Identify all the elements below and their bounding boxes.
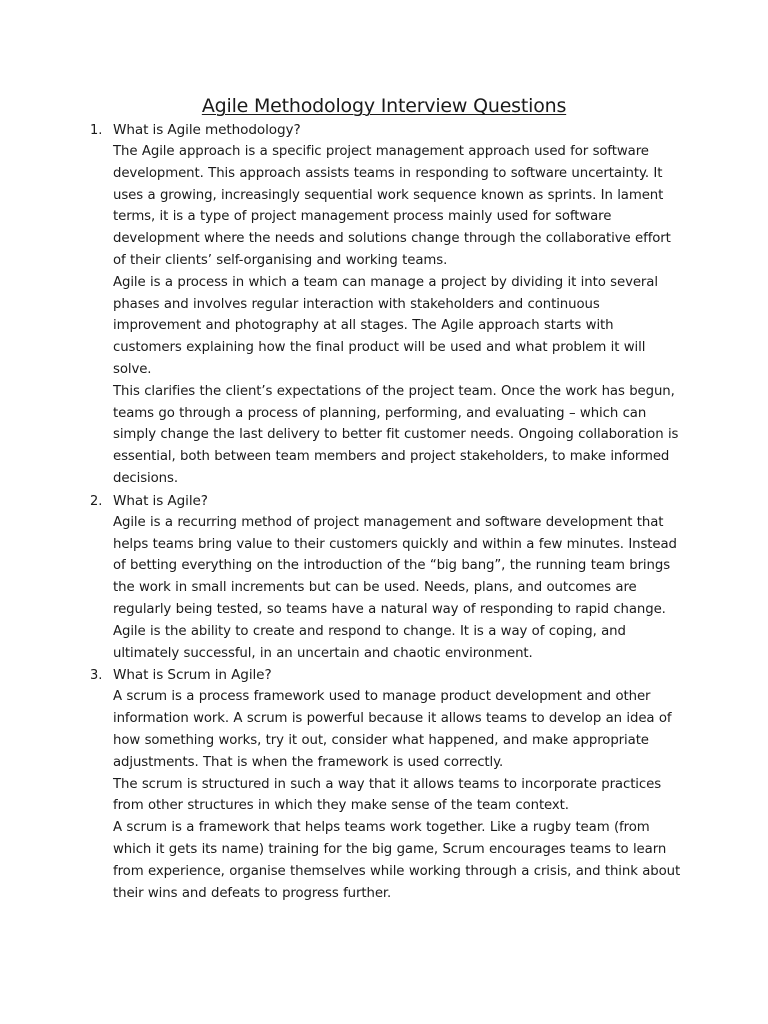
answer-paragraph: Agile is a process in which a team can manage a project by dividing it into several phases and involves regular interaction with stakeholders and continuous improvement and photography at all stages. The Agile approach starts with customers explaining how the final product will be used and what problem it will solve. [113, 274, 658, 377]
question-number: 3. [90, 668, 103, 684]
question-item-1 [90, 119, 683, 490]
question-number: 1. [90, 123, 103, 138]
answer-paragraph: A scrum is a framework that helps teams work together. Like a rugby team (from which it gets its name) training for the big game, Scrum encourages teams to learn from experience, organise themselves while working through a crisis, and think about their wins and defeats to progress further. [113, 820, 681, 901]
answer-paragraph: Agile is a recurring method of project management and software development that helps teams bring value to their customers quickly and within a few minutes. Instead of betting everything on the introduction of the “big bang”, the running team brings the work in small increments but can be used. Needs, plans, and outcomes are regularly being tested, so teams have a natural way of responding to rapid change. [113, 514, 677, 617]
question-heading: What is Agile methodology? [113, 122, 301, 138]
question-number: 2. [90, 493, 103, 509]
question-item-3 [90, 664, 683, 904]
question-list [90, 119, 683, 904]
answer-paragraph: The Agile approach is a specific project management approach used for software development. This approach assists teams in responding to software uncertainty. It uses a growing, increasingly sequential work sequence known as sprints. In lament terms, it is a type of project management process mainly used for software development where the needs and solutions change through the collaborative effort of their clients’ self-organising and working teams. [113, 144, 671, 268]
answer-paragraph: This clarifies the client’s expectations of the project team. Once the work has begun, teams go through a process of planning, performing, and evaluating – which can simply change the last delivery to better fit customer needs. Ongoing collaboration is essential, both between team members and project stakeholders, to make informed decisions. [113, 383, 679, 486]
question-heading: What is Agile? [113, 492, 208, 509]
question-item-2 [90, 490, 683, 665]
answer-paragraph: A scrum is a process framework used to manage product development and other information work. A scrum is powerful because it allows teams to develop an idea of how something works, try it out, consider what happened, and make appropriate adjustments. That is when the framework is used correctly. [113, 689, 672, 770]
document-title: Agile Methodology Interview Questions [201, 95, 567, 117]
answer-paragraph: The scrum is structured in such a way that it allows teams to incorporate practices from other structures in which they make sense of the team context. [113, 776, 662, 814]
answer-paragraph: Agile is the ability to create and respond to change. It is a way of coping, and ultimately successful, in an uncertain and chaotic environment. [113, 623, 626, 661]
question-heading: What is Scrum in Agile? [113, 667, 272, 684]
